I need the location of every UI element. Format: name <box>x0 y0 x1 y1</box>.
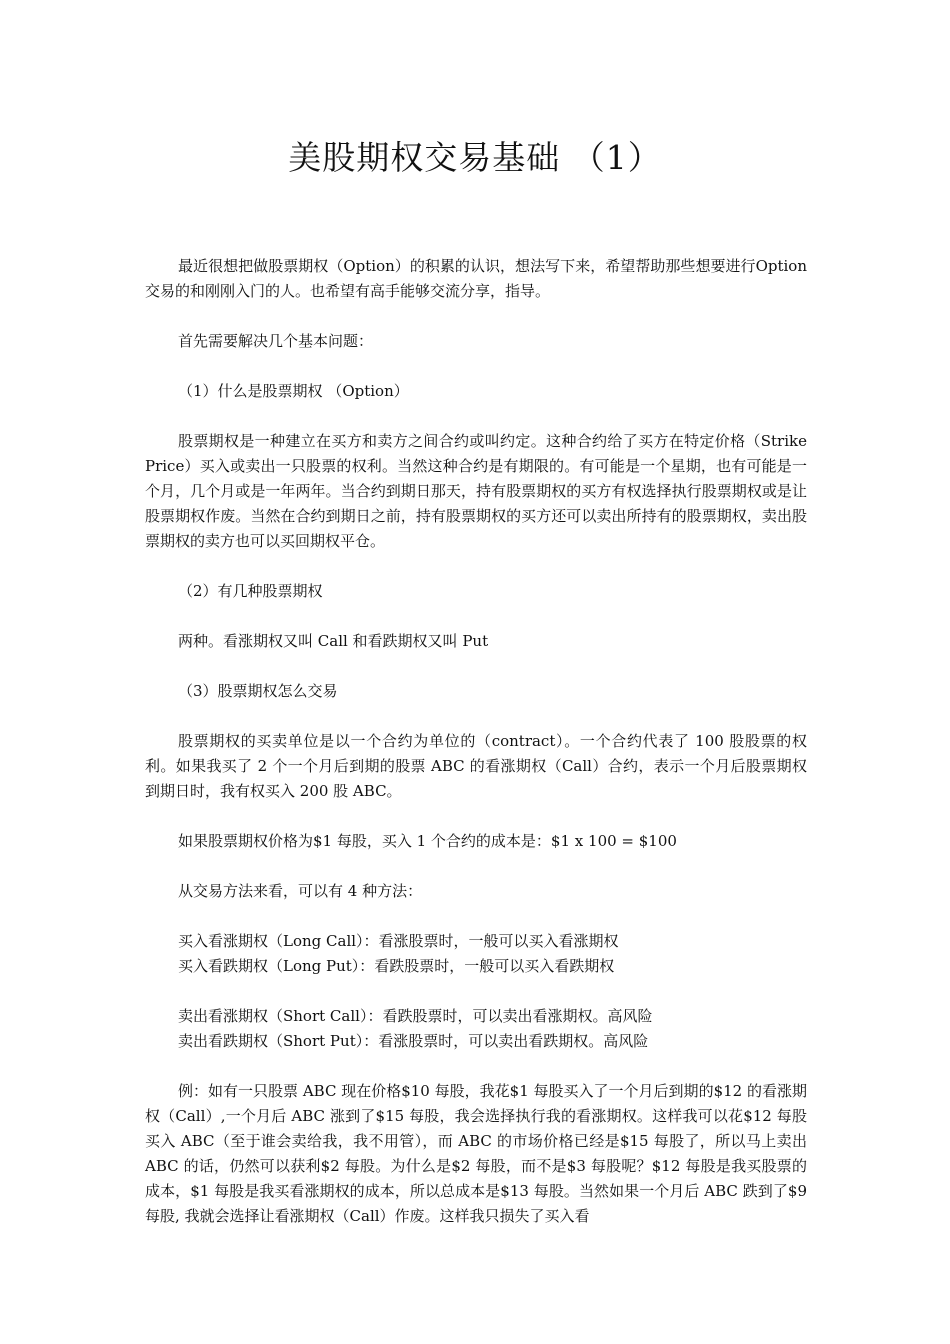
heading-question-2: （2）有几种股票期权 <box>178 582 323 600</box>
document-title: 美股期权交易基础 （1） <box>288 138 662 177</box>
document-body <box>145 254 807 1254</box>
paragraph-basic-questions: 首先需要解决几个基本问题： <box>178 332 374 350</box>
paragraph-methods-intro: 从交易方法来看，可以有 4 种方法： <box>178 882 423 900</box>
heading-question-1: （1）什么是股票期权 （Option） <box>178 382 409 400</box>
paragraph-question-1-answer: 股票期权是一种建立在买方和卖方之间合约或叫约定。这种合约给了买方在特定价格（Strike Price）买入或卖出一只股票的权利。当然这种合约是有期限的。有可能是一个星期，也有可能是一个月，几个月或是一年两年。当合约到期日那天，持有股票期权的买方有权选择执行股票期权或是让股票期权作废。当然在合约到期日之前，持有股票期权的买方还可以卖出所持有的股票期权，卖出股票期权的卖方也可以买回期权平仓。 <box>145 432 807 550</box>
paragraph-cost: 如果股票期权价格为$1 每股，买入 1 个合约的成本是：$1 x 100 = $100 <box>178 832 677 850</box>
method-group-short <box>145 1004 807 1054</box>
paragraph-intro: 最近很想把做股票期权（Option）的积累的认识，想法写下来，希望帮助那些想要进行Option交易的和刚刚入门的人。也希望有高手能够交流分享，指导。 <box>145 257 807 300</box>
method-short-put: 卖出看跌期权（Short Put）：看涨股票时，可以卖出看跌期权。高风险 <box>178 1032 649 1050</box>
method-long-call: 买入看涨期权（Long Call）：看涨股票时，一般可以买入看涨期权 <box>178 932 619 950</box>
paragraph-question-3-answer: 股票期权的买卖单位是以一个合约为单位的（contract）。一个合约代表了 100 股股票的权利。如果我买了 2 个一个月后到期的股票 ABC 的看涨期权（Call）合约，表示一个月后股票期权到期日时，我有权买入 200 股 ABC。 <box>145 732 807 800</box>
method-group-long <box>145 929 807 979</box>
paragraph-example: 例：如有一只股票 ABC 现在价格$10 每股，我花$1 每股买入了一个月后到期的$12 的看涨期权（Call）,一个月后 ABC 涨到了$15 每股，我会选择执行我的看涨期权。这样我可以花$12 每股买入 ABC（至于谁会卖给我，我不用管），而 ABC 的市场价格已经是$15 每股了，所以马上卖出 ABC 的话，仍然可以获利$2 每股。为什么是$2 每股，而不是$3 每股呢？$12 每股是我买股票的成本，$1 每股是我买看涨期权的成本，所以总成本是$13 每股。当然如果一个月后 ABC 跌到了$9 每股, 我就会选择让看涨期权（Call）作废。这样我只损失了买入看 <box>145 1082 807 1225</box>
method-short-call: 卖出看涨期权（Short Call）：看跌股票时，可以卖出看涨期权。高风险 <box>178 1007 653 1025</box>
paragraph-question-2-answer: 两种。看涨期权又叫 Call 和看跌期权又叫 Put <box>178 632 489 650</box>
method-long-put: 买入看跌期权（Long Put）：看跌股票时，一般可以买入看跌期权 <box>178 957 615 975</box>
heading-question-3: （3）股票期权怎么交易 <box>178 682 338 700</box>
